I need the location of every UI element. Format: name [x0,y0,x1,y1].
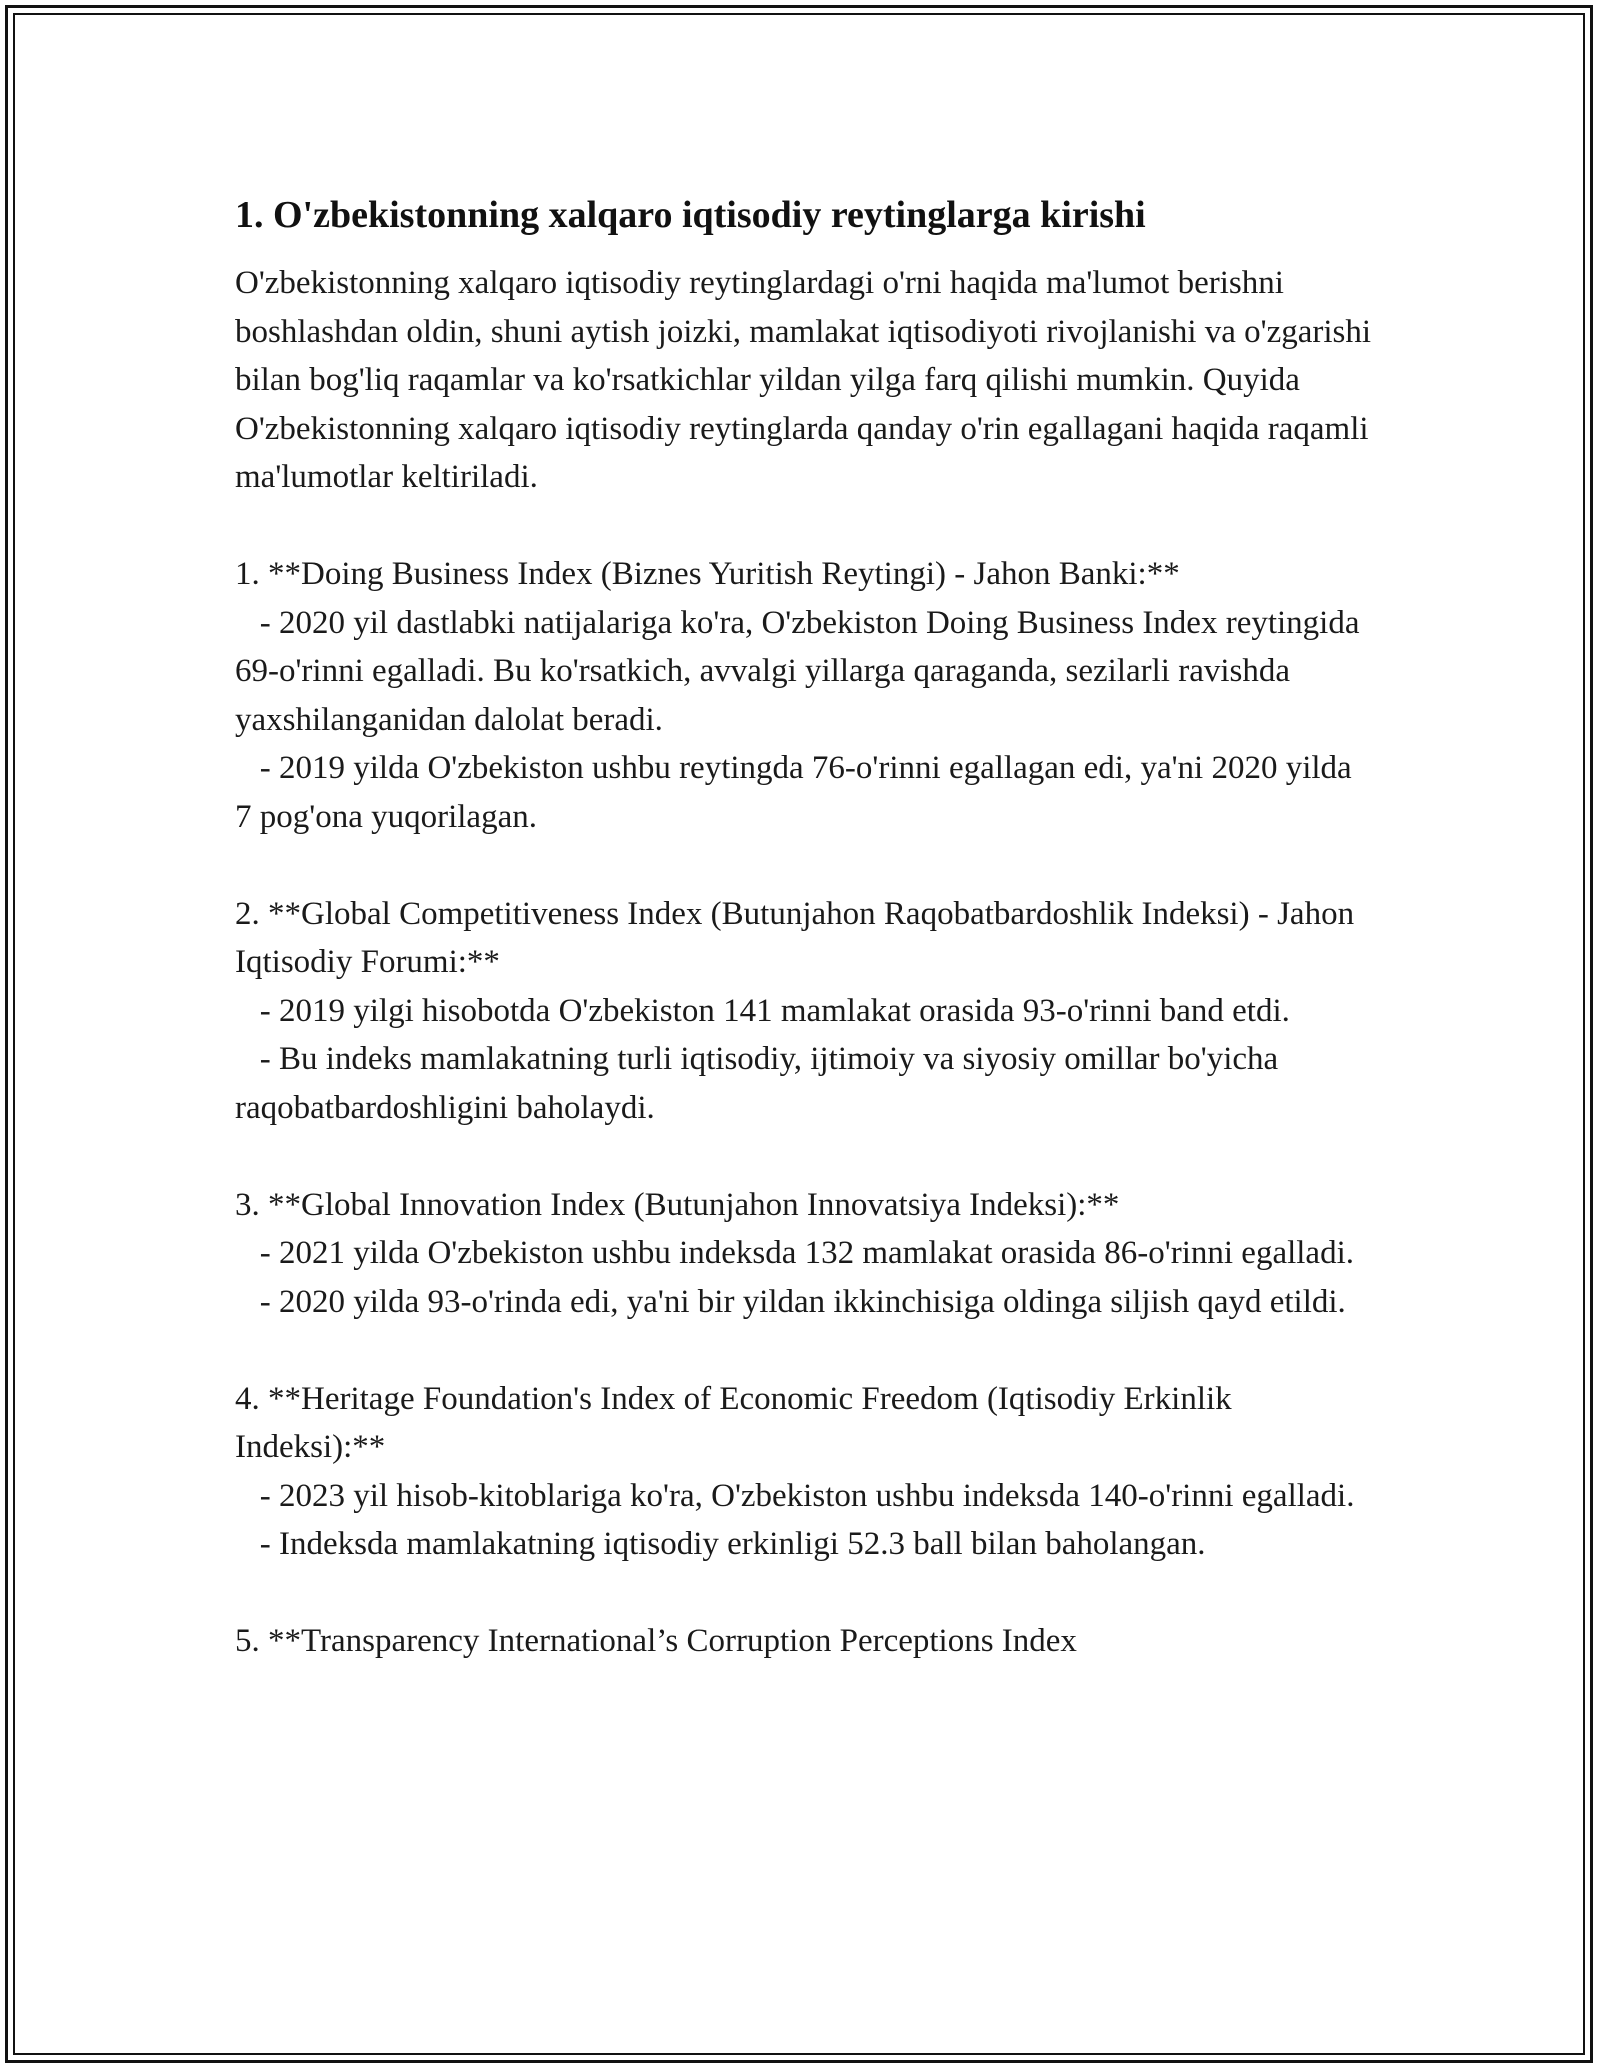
section-point: - 2020 yil dastlabki natijalariga ko'ra, O'zbekiston Doing Business Index reytingida 69-o'rinni egalladi. Bu ko'rsatkich, avvalgi yillarga qaraganda, sezilarli ravishda yaxshilanganidan dalolat beradi. [235,604,1368,738]
section-point: - 2019 yilgi hisobotda O'zbekiston 141 mamlakat orasida 93-o'rinni band etdi. [235,992,1290,1029]
document-title: 1. O'zbekistonning xalqaro iqtisodiy reytinglarga kirishi [235,194,1146,236]
section-doing-business [235,550,1375,841]
section-point: - 2023 yil hisob-kitoblariga ko'ra, O'zbekiston ushbu indeksda 140-o'rinni egalladi. [235,1477,1355,1514]
section-point: - Indeksda mamlakatning iqtisodiy erkinligi 52.3 ball bilan baholangan. [235,1526,1206,1562]
section-heading: 2. **Global Competitiveness Index (Butunjahon Raqobatbardoshlik Indeksi) - Jahon Iqtisodiy Forumi:** [235,895,1363,980]
section-heading: 5. **Transparency International’s Corruption Perceptions Index [235,1623,1077,1659]
section-point: - 2020 yilda 93-o'rinda edi, ya'ni bir yildan ikkinchisiga oldinga siljish qayd etildi. [235,1283,1346,1320]
section-corruption-perceptions [235,1617,1375,1666]
section-point: - 2021 yilda O'zbekiston ushbu indeksda 132 mamlakat orasida 86-o'rinni egalladi. [235,1235,1354,1271]
section-global-innovation [235,1181,1375,1327]
section-heading: 1. **Doing Business Index (Biznes Yuritish Reytingi) - Jahon Banki:** [235,556,1180,592]
section-point: - Bu indeks mamlakatning turli iqtisodiy, ijtimoiy va siyosiy omillar bo'yicha raqobatbardoshligini baholaydi. [235,1041,1287,1126]
section-heading: 4. **Heritage Foundation's Index of Economic Freedom (Iqtisodiy Erkinlik Indeksi):** [235,1380,1240,1465]
section-global-competitiveness [235,890,1375,1133]
section-heading: 3. **Global Innovation Index (Butunjahon Innovatsiya Indeksi):** [235,1186,1120,1223]
section-economic-freedom [235,1375,1375,1569]
section-point: - 2019 yilda O'zbekiston ushbu reytingda 76-o'rinni egallagan edi, ya'ni 2020 yilda 7 pog'ona yuqorilagan. [235,750,1360,835]
intro-paragraph: O'zbekistonning xalqaro iqtisodiy reytinglardagi o'rni haqida ma'lumot berishni boshlashdan oldin, shuni aytish joizki, mamlakat iqtisodiyoti rivojlanishi va o'zgarishi bilan bog'liq raqamlar va ko'rsatkichlar yildan yilga farq qilishi mumkin. Quyida O'zbekistonning xalqaro iqtisodiy reytinglarda qanday o'rin egallagani haqida raqamli ma'lumotlar keltiriladi. [235,265,1380,495]
document-body [235,185,1380,1666]
